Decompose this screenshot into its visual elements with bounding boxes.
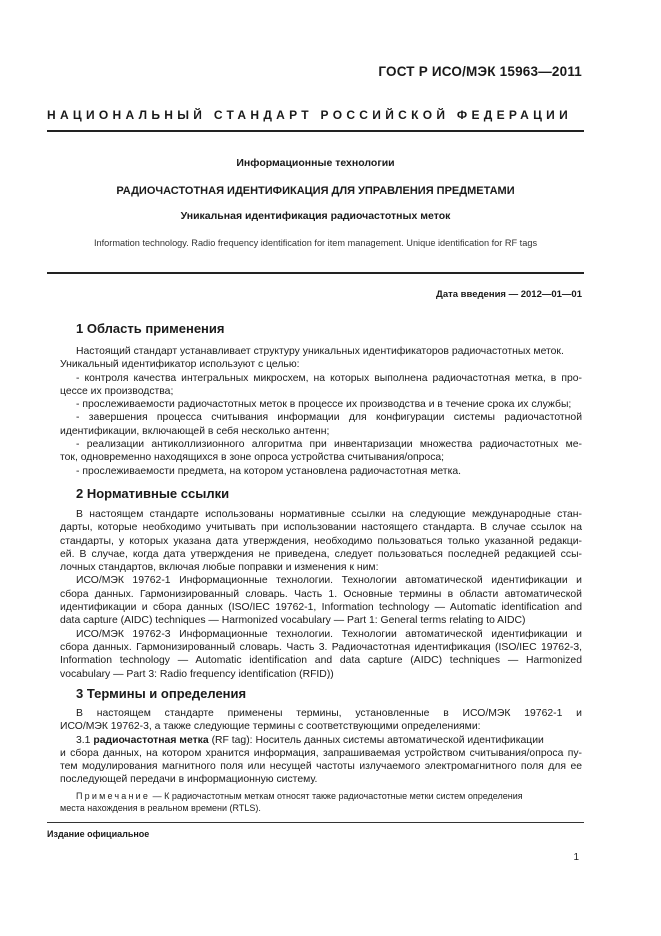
text-line: В настоящем стандарте применены термины, установленные в ИСО/МЭК 19762-1 и xyxy=(76,708,582,719)
section-3-body xyxy=(60,707,582,787)
note-line-1 xyxy=(60,790,582,802)
text-line: сбора данных. Гармонизированный словарь. Часть 3. Радиочастотная идентификация (ISO/IEC 19762-3, xyxy=(60,641,582,653)
section-1-heading: 1 Область применения xyxy=(76,321,225,336)
text-line: лочных стандартов, включая любые поправки и изменения к ним: xyxy=(60,562,379,574)
text-line: ИСО/МЭК 19762-3 Информационные технологии. Технологии автоматической идентификации и xyxy=(76,628,582,640)
note-text: — К радиочастотным меткам относят также радиочастотные метки систем определения xyxy=(150,791,523,801)
text-line: ей. В случае, когда дата утверждения не приведена, следует пользоваться последней редакцией ссы- xyxy=(60,548,582,560)
text-line: цессе их производства; xyxy=(60,385,174,397)
section-2-body xyxy=(60,508,582,681)
text-line: - прослеживаемости радиочастотных меток в процессе их производства и в течение срока их службы; xyxy=(76,399,572,411)
text-line: сбора данных. Гармонизированный словарь. Часть 1. Основные термины в области автоматической xyxy=(60,588,582,600)
text-line: - реализации антиколлизионного алгоритма при инвентаризации множества радиочастотных ме- xyxy=(76,439,582,451)
note-line-2: места нахождения в реальном времени (RTLS). xyxy=(60,803,261,813)
text-line: - контроля качества интегральных микросхем, на которых выполнена радиочастотная метка, в про- xyxy=(76,372,582,384)
section-1-body xyxy=(60,345,582,478)
top-divider xyxy=(47,130,584,132)
note-label: Примечание xyxy=(76,791,151,801)
text-line: идентификации и сбора данных (ISO/IEC 19762-1, Information technology — Automatic identification and xyxy=(60,602,582,614)
title-line-2: РАДИОЧАСТОТНАЯ ИДЕНТИФИКАЦИЯ ДЛЯ УПРАВЛЕНИЯ ПРЕДМЕТАМИ xyxy=(116,185,515,197)
text-line: Information technology — Automatic identification and data capture (AIDC) techniques — Harmonized xyxy=(60,655,582,667)
text-line: vocabulary — Part 3: Radio frequency identification (RFID)) xyxy=(60,668,334,680)
text-line: В настоящем стандарте использованы нормативные ссылки на следующие международные стан- xyxy=(76,509,582,520)
footer-divider xyxy=(47,822,584,823)
english-title: Information technology. Radio frequency identification for item management. Unique identification for RF tags xyxy=(93,238,538,248)
text-line: Уникальный идентификатор используют с целью: xyxy=(60,359,300,371)
standard-code: ГОСТ Р ИСО/МЭК 15963—2011 xyxy=(378,64,582,79)
text-line: и сбора данных, на котором хранится информация, запрашиваемая устройством считывания/опроса пу- xyxy=(60,747,582,759)
edition-label: Издание официальное xyxy=(47,829,150,839)
section-3-heading: 3 Термины и определения xyxy=(76,686,247,701)
national-standard-banner: НАЦИОНАЛЬНЫЙ СТАНДАРТ РОССИЙСКОЙ ФЕДЕРАЦИИ xyxy=(47,108,573,122)
section-2-heading: 2 Нормативные ссылки xyxy=(76,486,230,501)
text-line: ИСО/МЭК 19762-3, а также следующие термины с соответствующими определениями: xyxy=(60,721,481,733)
text-line: ток, одновременно находящихся в зоне опроса устройства считывания/опроса; xyxy=(60,452,445,464)
title-divider xyxy=(47,272,584,274)
text-line: стандарты, у которых указана дата утверждения, необходимо пользоваться только указанной редакци- xyxy=(60,535,582,547)
term-3-1 xyxy=(60,734,582,747)
text-line: идентификации, включающей в себя несколько антенн; xyxy=(60,425,330,437)
title-line-3: Уникальная идентификация радиочастотных меток xyxy=(180,210,451,222)
term-name: радиочастотная метка xyxy=(93,734,209,746)
term-number: 3.1 xyxy=(76,734,91,746)
date-of-introduction: Дата введения — 2012—01—01 xyxy=(436,289,582,300)
text-line: ИСО/МЭК 19762-1 Информационные технологии. Технологии автоматической идентификации и xyxy=(76,575,582,587)
text-line: - завершения процесса считывания информации для конфигурации системы радиочастотной xyxy=(76,412,582,424)
title-line-1: Информационные технологии xyxy=(236,157,395,169)
text-line: последующей передачи в информационную систему. xyxy=(60,774,318,786)
page-number: 1 xyxy=(573,852,579,863)
text-line: тем модулирования магнитного поля или несущей частоты излучаемого электромагнитного поля для ее xyxy=(60,761,582,773)
term-definition-start: (RF tag): Носитель данных системы автоматической идентификации xyxy=(211,734,544,746)
note xyxy=(60,790,582,814)
text-line: Настоящий стандарт устанавливает структуру уникальных идентификаторов радиочастотных меток. xyxy=(76,346,564,357)
text-line: data capture (AIDC) techniques — Harmonized vocabulary — Part 1: General terms relating to AIDC) xyxy=(60,615,526,627)
text-line: - прослеживаемости предмета, на котором установлена радиочастотная метка. xyxy=(76,465,462,477)
text-line: дарты, которые необходимо учитывать при использовании настоящего стандарта. В случае ссылок на xyxy=(60,522,582,534)
